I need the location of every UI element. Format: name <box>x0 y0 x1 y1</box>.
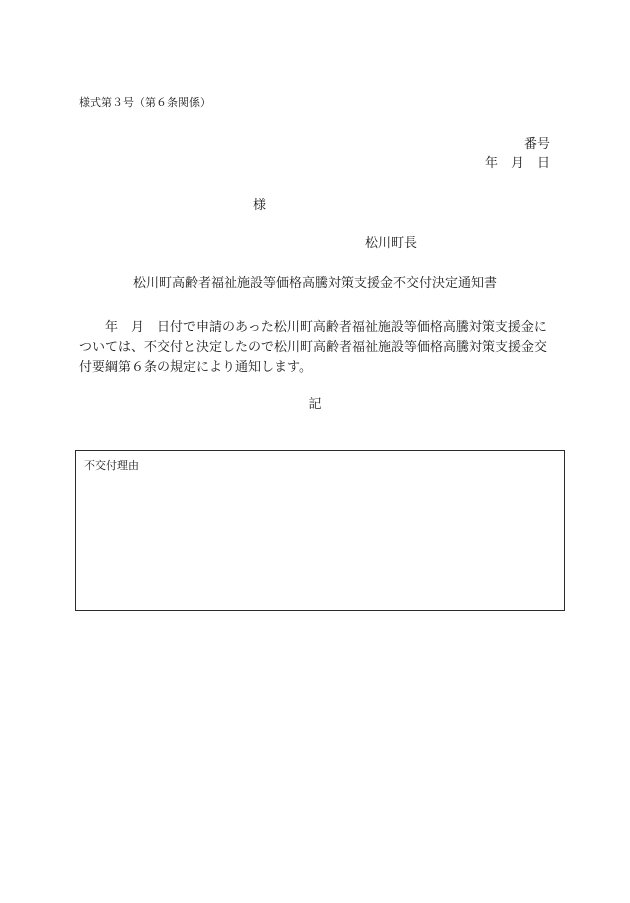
notice-body: 年 月 日付で申請のあった松川町高齢者福祉施設等価格高騰対策支援金については、不交付と決定したので松川町高齢者福祉施設等価格高騰対策支援金交付要綱第６条の規定により通知します。 <box>79 320 548 375</box>
non-grant-reason-label: 不交付理由 <box>84 459 139 472</box>
issue-date: 年 月 日 <box>484 156 550 171</box>
record-marker: 記 <box>308 397 322 412</box>
form-number-label: 様式第３号（第６条関係） <box>79 96 211 109</box>
issuer-name: 松川町長 <box>365 236 418 251</box>
non-grant-reason-box <box>75 450 565 611</box>
addressee-honorific: 様 <box>253 198 267 213</box>
document-number-label: 番号 <box>523 137 550 152</box>
document-title: 松川町高齢者福祉施設等価格高騰対策支援金不交付決定通知書 <box>132 276 497 291</box>
